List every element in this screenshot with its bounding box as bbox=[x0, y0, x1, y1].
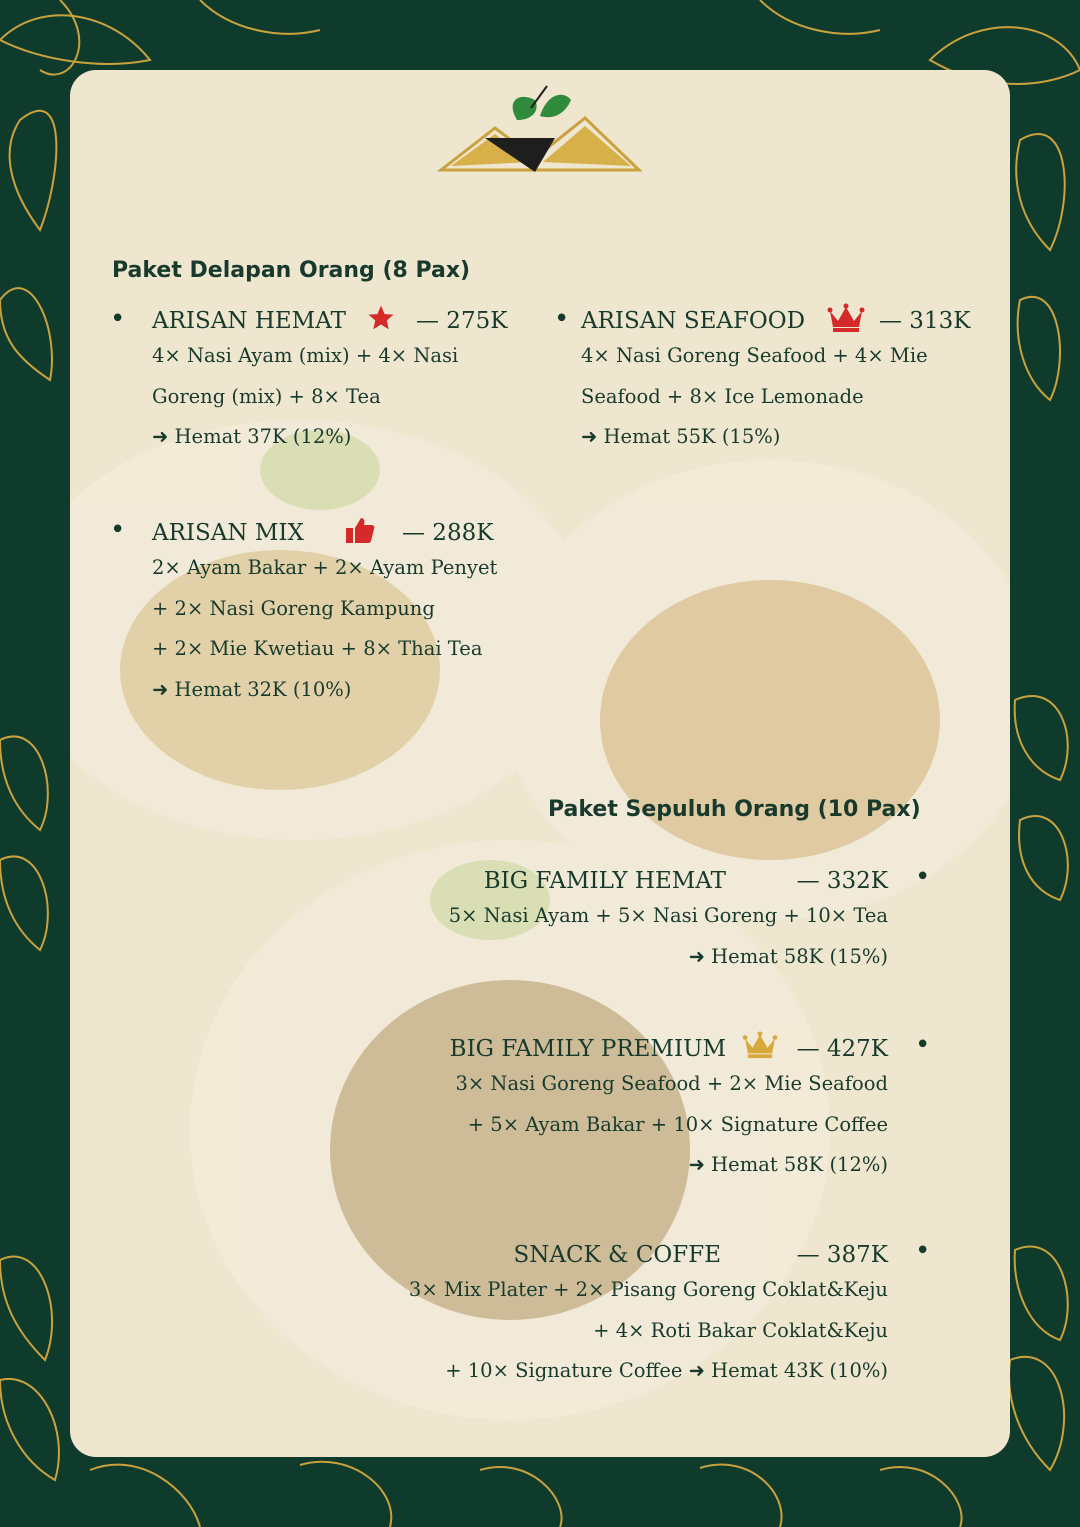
package-item-line: Seafood + 8× Ice Lemonade bbox=[581, 384, 864, 408]
restaurant-logo bbox=[435, 80, 645, 180]
bullet: • bbox=[915, 1030, 931, 1060]
package-name: ARISAN SEAFOOD bbox=[581, 308, 806, 334]
bullet: • bbox=[110, 515, 126, 545]
package-price: — 387K bbox=[796, 1242, 888, 1268]
package-big-family-hemat bbox=[328, 866, 888, 977]
bullet: • bbox=[110, 304, 126, 334]
package-price: — 332K bbox=[796, 868, 888, 894]
package-arisan-hemat bbox=[152, 306, 508, 458]
package-item-line: 3× Mix Plater + 2× Pisang Goreng Coklat&Keju bbox=[408, 1278, 888, 1301]
package-item-line: 4× Nasi Ayam (mix) + 4× Nasi bbox=[152, 344, 459, 367]
thumbs-up-icon bbox=[344, 515, 376, 555]
package-item-line: 3× Nasi Goreng Seafood + 2× Mie Seafood bbox=[455, 1072, 888, 1095]
package-savings: ➜ Hemat 55K (15%) bbox=[581, 425, 781, 448]
package-item-line: 5× Nasi Ayam + 5× Nasi Goreng + 10× Tea bbox=[448, 904, 888, 927]
section-title-8-pax: Paket Delapan Orang (8 Pax) bbox=[112, 258, 471, 283]
package-arisan-mix bbox=[152, 518, 497, 710]
package-price: — 427K bbox=[796, 1036, 888, 1062]
package-item-line: + 5× Ayam Bakar + 10× Signature Coffee bbox=[467, 1112, 888, 1136]
package-item-line: 2× Ayam Bakar + 2× Ayam Penyet bbox=[152, 556, 498, 579]
bullet: • bbox=[915, 1236, 931, 1266]
package-name: ARISAN MIX bbox=[152, 520, 304, 546]
bullet: • bbox=[915, 862, 931, 892]
section-title-10-pax: Paket Sepuluh Orang (10 Pax) bbox=[548, 797, 921, 822]
crown-icon bbox=[827, 303, 865, 341]
package-snack-coffe bbox=[268, 1240, 888, 1392]
package-big-family-premium bbox=[328, 1034, 888, 1186]
package-savings: ➜ Hemat 58K (12%) bbox=[688, 1153, 888, 1176]
package-name: SNACK & COFFE bbox=[513, 1242, 721, 1268]
menu-card bbox=[70, 70, 1010, 1457]
package-savings: ➜ Hemat 37K (12%) bbox=[152, 425, 352, 448]
bullet: • bbox=[554, 304, 570, 334]
package-price: — 313K bbox=[879, 308, 971, 334]
package-price: — 275K bbox=[416, 308, 508, 334]
package-item-line: + 4× Roti Bakar Coklat&Keju bbox=[593, 1318, 888, 1342]
package-item-line: Goreng (mix) + 8× Tea bbox=[152, 384, 381, 408]
package-savings: ➜ Hemat 58K (15%) bbox=[688, 944, 888, 968]
package-savings: + 10× Signature Coffee ➜ Hemat 43K (10%) bbox=[445, 1359, 888, 1382]
package-savings: ➜ Hemat 32K (10%) bbox=[152, 677, 352, 701]
star-icon bbox=[366, 303, 396, 341]
package-name: BIG FAMILY HEMAT bbox=[483, 868, 726, 894]
crown-icon bbox=[742, 1031, 778, 1067]
package-item-line: 4× Nasi Goreng Seafood + 4× Mie bbox=[581, 344, 928, 367]
package-item-line: + 2× Mie Kwetiau + 8× Thai Tea bbox=[152, 637, 483, 660]
package-arisan-seafood bbox=[581, 306, 971, 458]
package-name: BIG FAMILY PREMIUM bbox=[449, 1036, 726, 1062]
package-name: ARISAN HEMAT bbox=[152, 308, 346, 334]
package-price: — 288K bbox=[402, 520, 494, 546]
package-item-line: + 2× Nasi Goreng Kampung bbox=[152, 596, 435, 620]
